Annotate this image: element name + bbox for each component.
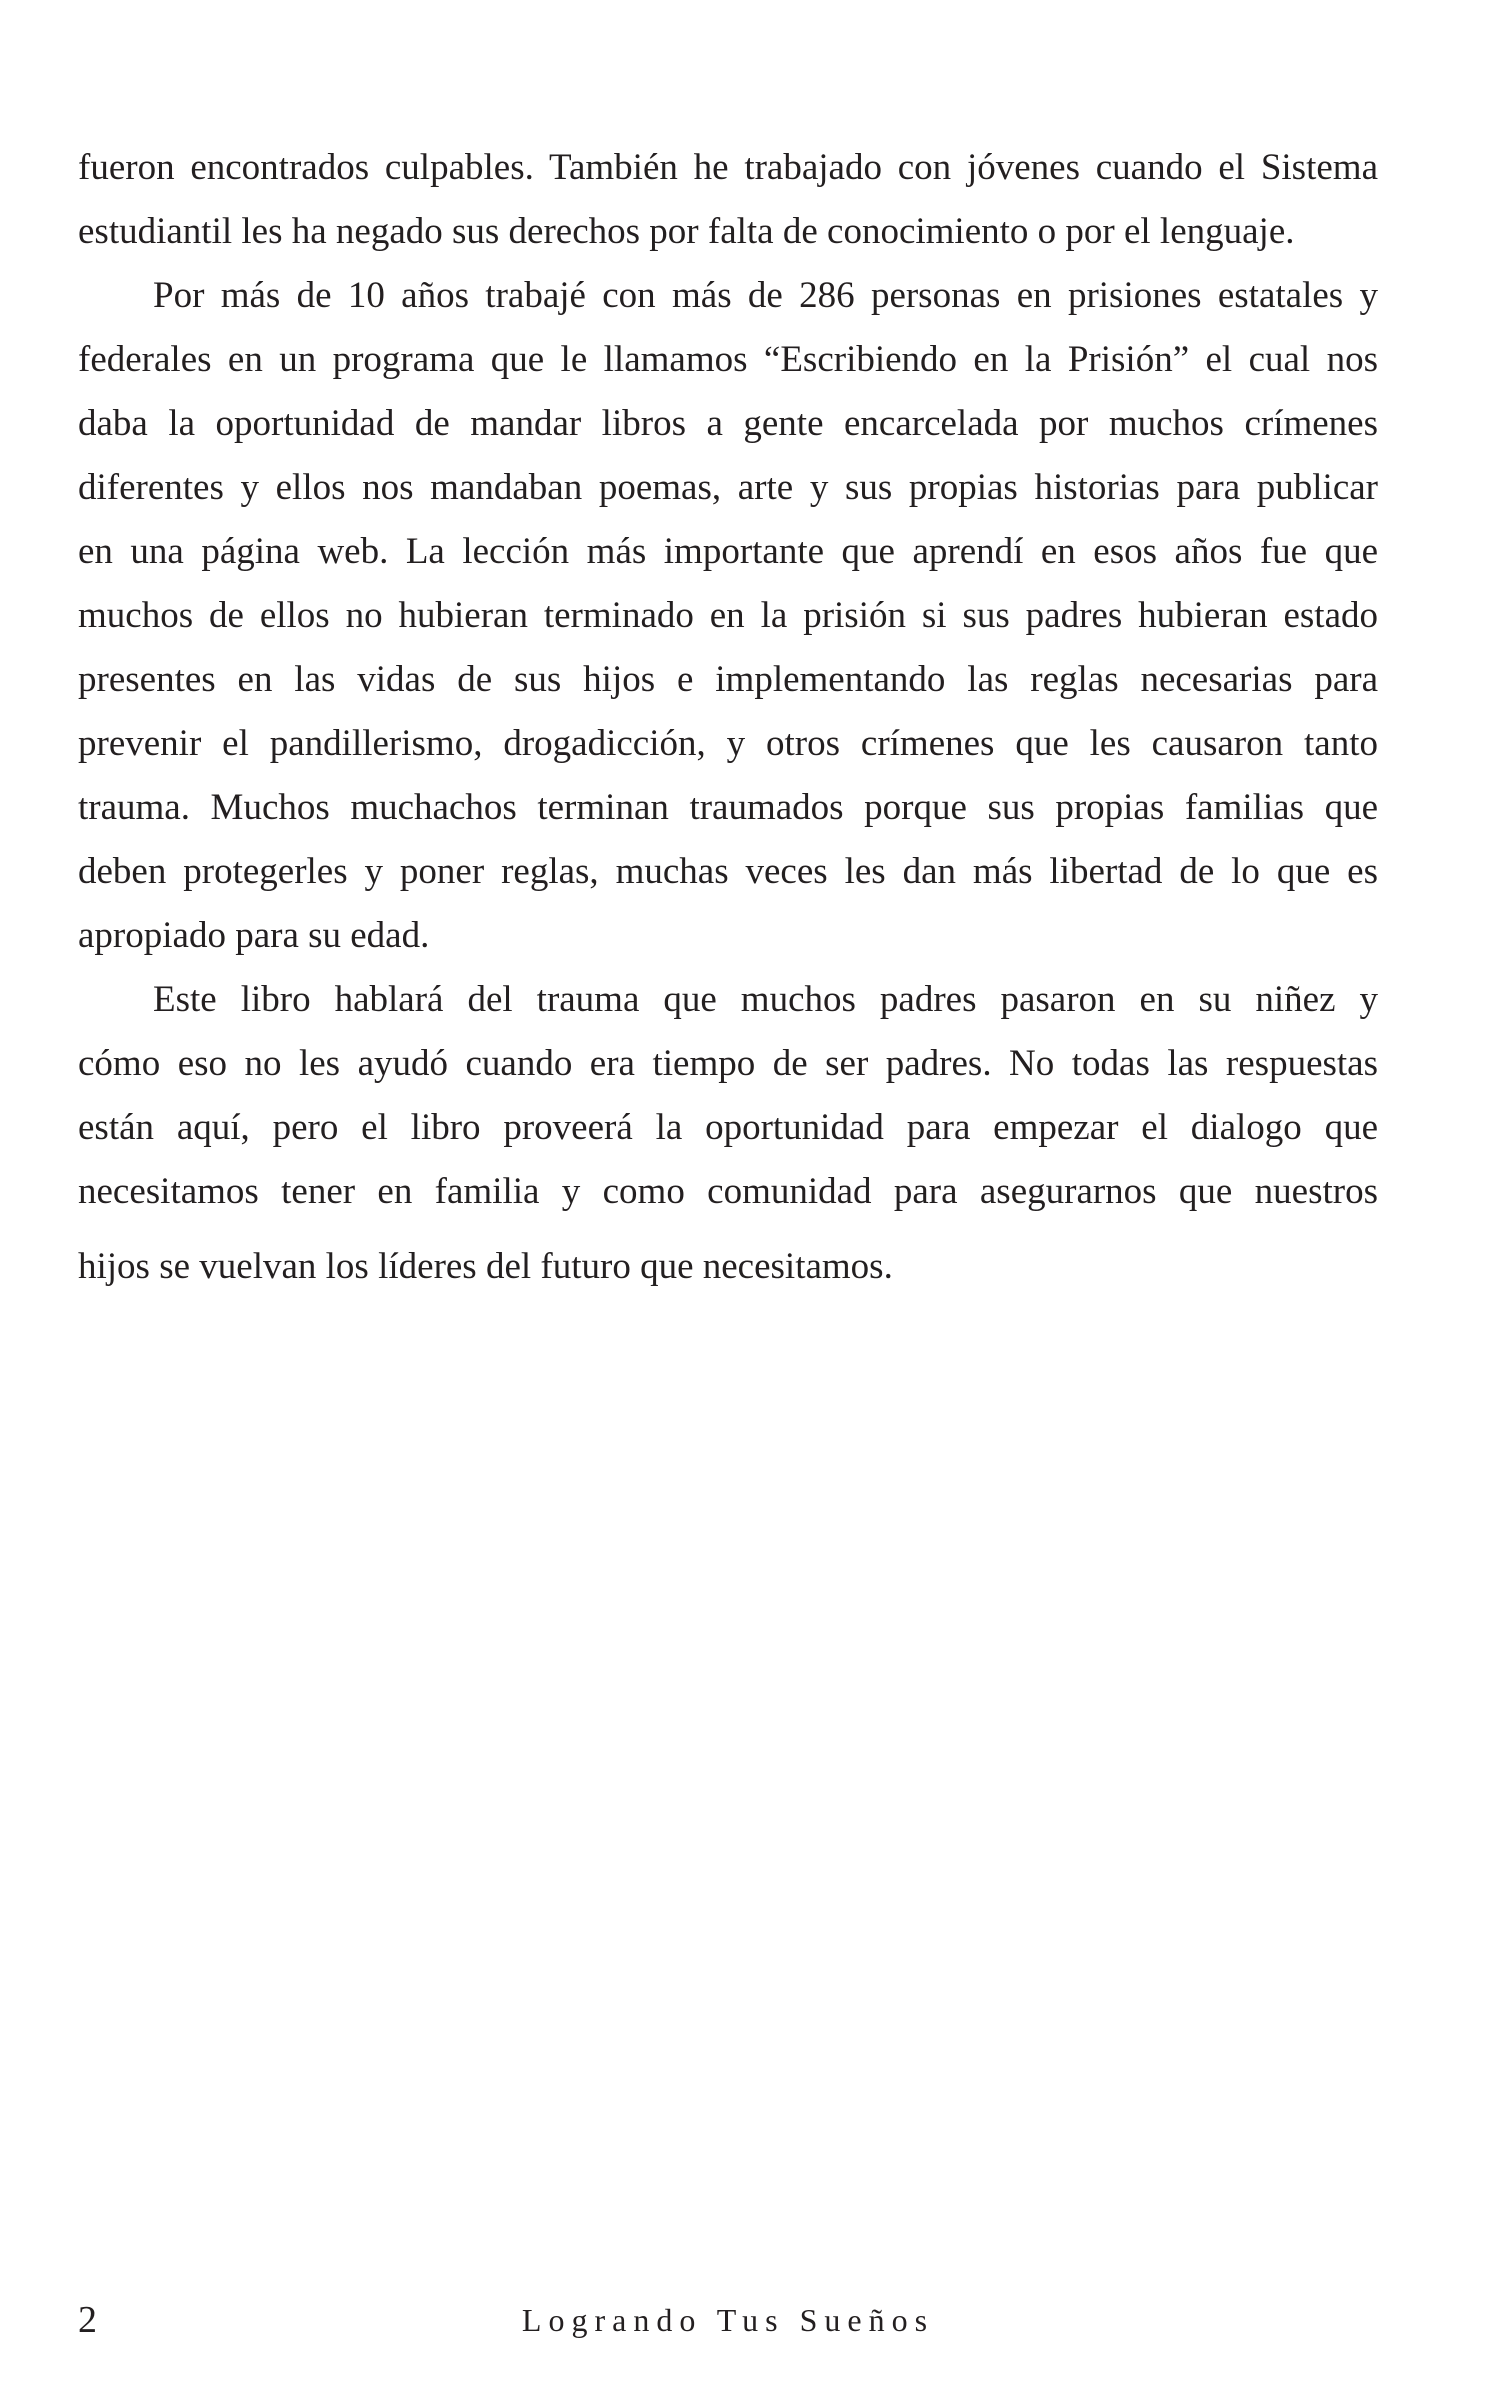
text-line: presentes en las vidas de sus hijos e implementando las reglas necesarias para: [78, 659, 1378, 700]
text-line: fueron encontrados culpables. También he trabajado con jóvenes cuando el Sistema: [78, 147, 1378, 188]
text-line: necesitamos tener en familia y como comunidad para asegurarnos que nuestros: [78, 1171, 1378, 1212]
running-title: Logrando Tus Sueños: [521, 2302, 935, 2338]
text-line: muchos de ellos no hubieran terminado en la prisión si sus padres hubieran estado: [78, 595, 1378, 636]
text-line: daba la oportunidad de mandar libros a gente encarcelada por muchos crímenes: [78, 403, 1378, 444]
page-number: 2: [78, 2299, 97, 2341]
text-line: estudiantil les ha negado sus derechos por falta de conocimiento o por el lenguaje.: [78, 211, 1295, 252]
text-line: en una página web. La lección más importante que aprendí en esos años fue que: [78, 531, 1378, 572]
text-line: hijos se vuelvan los líderes del futuro que necesitamos.: [78, 1246, 893, 1287]
text-line: deben protegerles y poner reglas, muchas veces les dan más libertad de lo que es: [78, 851, 1378, 892]
text-line: apropiado para su edad.: [78, 915, 430, 956]
page-footer: [78, 2296, 1378, 2344]
text-line: federales en un programa que le llamamos “Escribiendo en la Prisión” el cual nos: [78, 339, 1378, 380]
text-line: trauma. Muchos muchachos terminan traumados porque sus propias familias que: [78, 787, 1378, 828]
text-line: diferentes y ellos nos mandaban poemas, arte y sus propias historias para publicar: [78, 467, 1378, 508]
page-body: [78, 136, 1378, 1299]
paragraph-first-line: Este libro hablará del trauma que muchos padres pasaron en su niñez y: [153, 979, 1378, 1020]
text-line: prevenir el pandillerismo, drogadicción, y otros crímenes que les causaron tanto: [78, 723, 1378, 764]
text-line: están aquí, pero el libro proveerá la oportunidad para empezar el dialogo que: [78, 1107, 1378, 1148]
text-line: cómo eso no les ayudó cuando era tiempo de ser padres. No todas las respuestas: [78, 1043, 1378, 1084]
paragraph-first-line: Por más de 10 años trabajé con más de 286 personas en prisiones estatales y: [153, 275, 1378, 316]
